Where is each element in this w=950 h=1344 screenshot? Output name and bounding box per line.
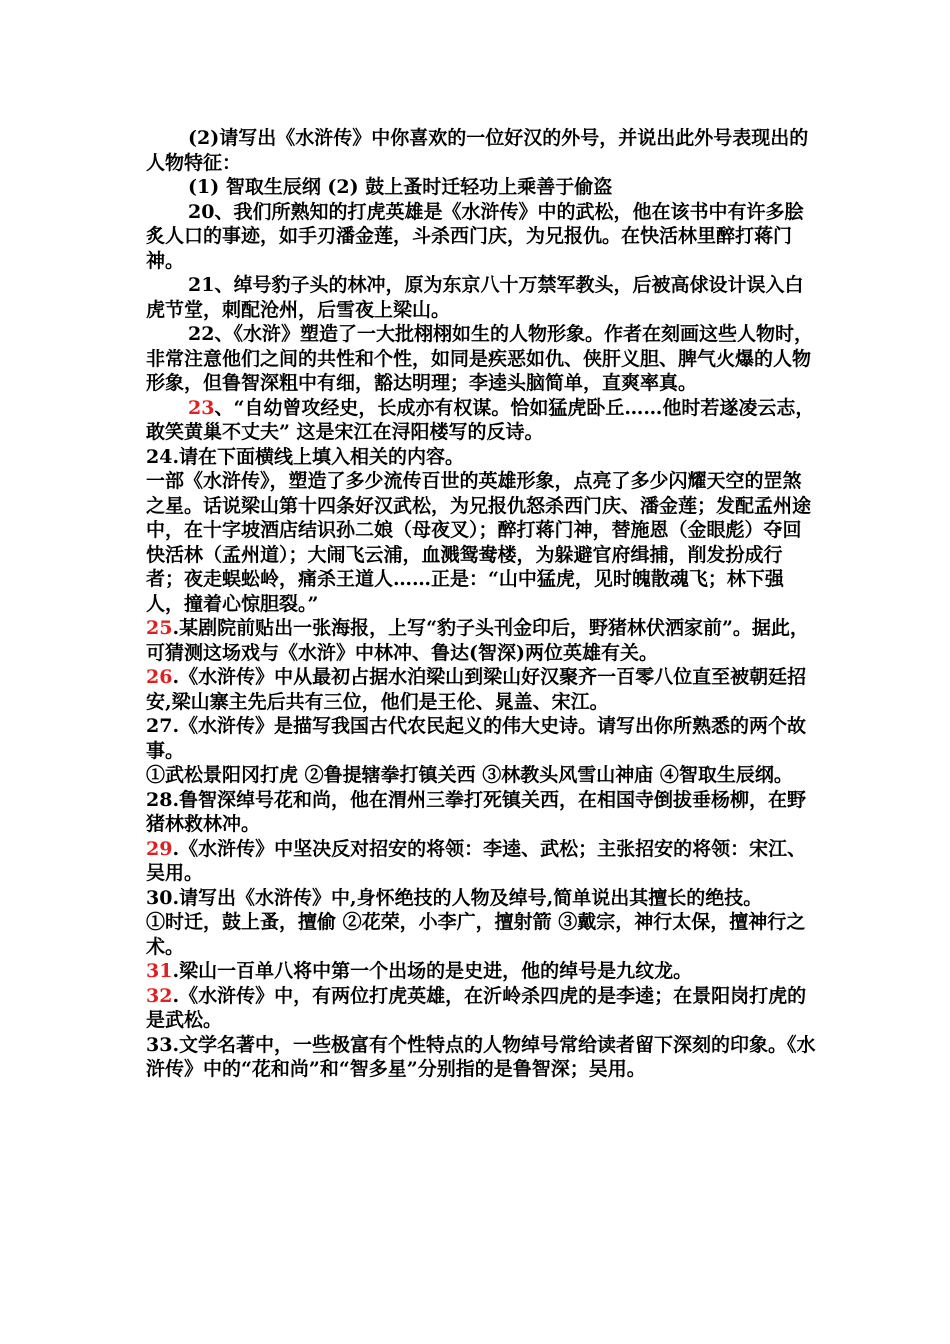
question-number: 29 xyxy=(146,837,173,860)
paragraph-text: 24.请在下面横线上填入相关的内容。 xyxy=(146,445,465,468)
paragraph-q22 xyxy=(146,322,816,396)
paragraph-q21 xyxy=(146,273,816,322)
paragraph-text: 30.请写出《水浒传》中,身怀绝技的人物及绰号,简单说出其擅长的绝技。 xyxy=(146,886,763,909)
paragraph-q28 xyxy=(146,788,816,837)
paragraph-text: (1) 智取生辰纲 (2) 鼓上蚤时迁轻功上乘善于偷盗 xyxy=(188,176,613,198)
paragraph-q30 xyxy=(146,886,816,911)
paragraph-text: .《水浒传》中坚决反对招安的将领：李逵、武松；主张招安的将领：宋江、吴用。 xyxy=(146,837,807,884)
paragraph-text: 、“自幼曾攻经史，长成亦有权谋。恰如猛虎卧丘……他时若遂凌云志，敢笑黄巢不丈夫” 这是宋江在浔阳楼写的反诗。 xyxy=(146,396,815,443)
paragraph-q30-answer xyxy=(146,910,816,959)
paragraph-text: .《水浒传》中，有两位打虎英雄，在沂岭杀四虎的是李逵；在景阳岗打虎的是武松。 xyxy=(146,984,807,1031)
paragraph-q23 xyxy=(146,396,816,445)
paragraph-text: .某剧院前贴出一张海报，上写“豹子头刊金印后，野猪林伏洒家前”。据此，可猜测这场戏与《水浒》中林冲、鲁达(智深)两位英雄有关。 xyxy=(146,617,809,664)
paragraph-text: 21、绰号豹子头的林冲，原为东京八十万禁军教头，后被高俅设计误入白虎节堂，刺配沧州，后雪夜上梁山。 xyxy=(146,274,804,321)
paragraph-q19-2-answer xyxy=(146,175,816,200)
paragraph-text: .《水浒传》中从最初占据水泊梁山到梁山好汉聚齐一百零八位直至被朝廷招安,梁山寨主先后共有三位，他们是王伦、晁盖、宋江。 xyxy=(146,666,807,713)
paragraph-text: ①时迁，鼓上蚤，擅偷 ②花荣，小李广，擅射箭 ③戴宗，神行太保，擅神行之术。 xyxy=(146,911,806,958)
paragraph-text: 33.文学名著中，一些极富有个性特点的人物绰号常给读者留下深刻的印象。《水浒传》中的“花和尚”和“智多星”分别指的是鲁智深；吴用。 xyxy=(146,1033,816,1080)
paragraph-q27-answer xyxy=(146,763,816,788)
paragraph-q19-2 xyxy=(146,126,816,175)
paragraph-q24 xyxy=(146,445,816,470)
paragraph-text: 一部《水浒传》，塑造了多少流传百世的英雄形象，点亮了多少闪耀天空的罡煞之星。话说梁山第十四条好汉武松，为兄报仇怒杀西门庆、潘金莲；发配孟州途中，在十字坡酒店结识孙二娘（母夜叉）；醉打蒋门神，替施恩（金眼彪）夺回快活林（孟州道）；大闹飞云浦，血溅鸳鸯楼，为躲避官府缉捕，削发扮成行者；夜走蜈蚣岭，痛杀王道人……正是：“山中猛虎，见时魄散魂飞；林下强人，撞着心惊胆裂。” xyxy=(146,470,812,615)
question-number: 32 xyxy=(146,984,173,1007)
question-number: 25 xyxy=(146,617,173,639)
paragraph-q26 xyxy=(146,665,816,714)
paragraph-q20 xyxy=(146,200,816,274)
paragraph-q29 xyxy=(146,837,816,886)
paragraph-text: 27.《水浒传》是描写我国古代农民起义的伟大史诗。请写出你所熟悉的两个故事。 xyxy=(146,715,807,762)
paragraph-q31 xyxy=(146,959,816,984)
paragraph-text: 20、我们所熟知的打虎英雄是《水浒传》中的武松，他在该书中有许多脍炙人口的事迹，如手刃潘金莲，斗杀西门庆，为兄报仇。在快活林里醉打蒋门神。 xyxy=(146,200,804,272)
question-number: 26 xyxy=(146,666,173,688)
paragraph-q27 xyxy=(146,714,816,763)
paragraph-text: (2)请写出《水浒传》中你喜欢的一位好汉的外号，并说出此外号表现出的人物特征： xyxy=(146,127,809,174)
paragraph-q24-body xyxy=(146,469,816,616)
question-number: 23 xyxy=(188,396,215,419)
paragraph-q25 xyxy=(146,616,816,665)
paragraph-q33 xyxy=(146,1033,816,1082)
paragraph-text: 22、《水浒》塑造了一大批栩栩如生的人物形象。作者在刻画这些人物时，非常注意他们之间的共性和个性，如同是疾恶如仇、侠肝义胆、脾气火爆的人物形象，但鲁智深粗中有细，豁达明理；李逵头脑简单，直爽率真。 xyxy=(146,323,813,394)
paragraph-text: ①武松景阳冈打虎 ②鲁提辖拳打镇关西 ③林教头风雪山神庙 ④智取生辰纲。 xyxy=(146,764,793,786)
paragraph-text: .梁山一百单八将中第一个出场的是史进，他的绰号是九纹龙。 xyxy=(172,960,693,982)
question-number: 31 xyxy=(146,960,173,982)
paragraph-text: 28.鲁智深绰号花和尚，他在渭州三拳打死镇关西，在相国寺倒拔垂杨柳，在野猪林救林冲。 xyxy=(146,788,807,835)
paragraph-q32 xyxy=(146,984,816,1033)
document-body xyxy=(146,126,816,1082)
